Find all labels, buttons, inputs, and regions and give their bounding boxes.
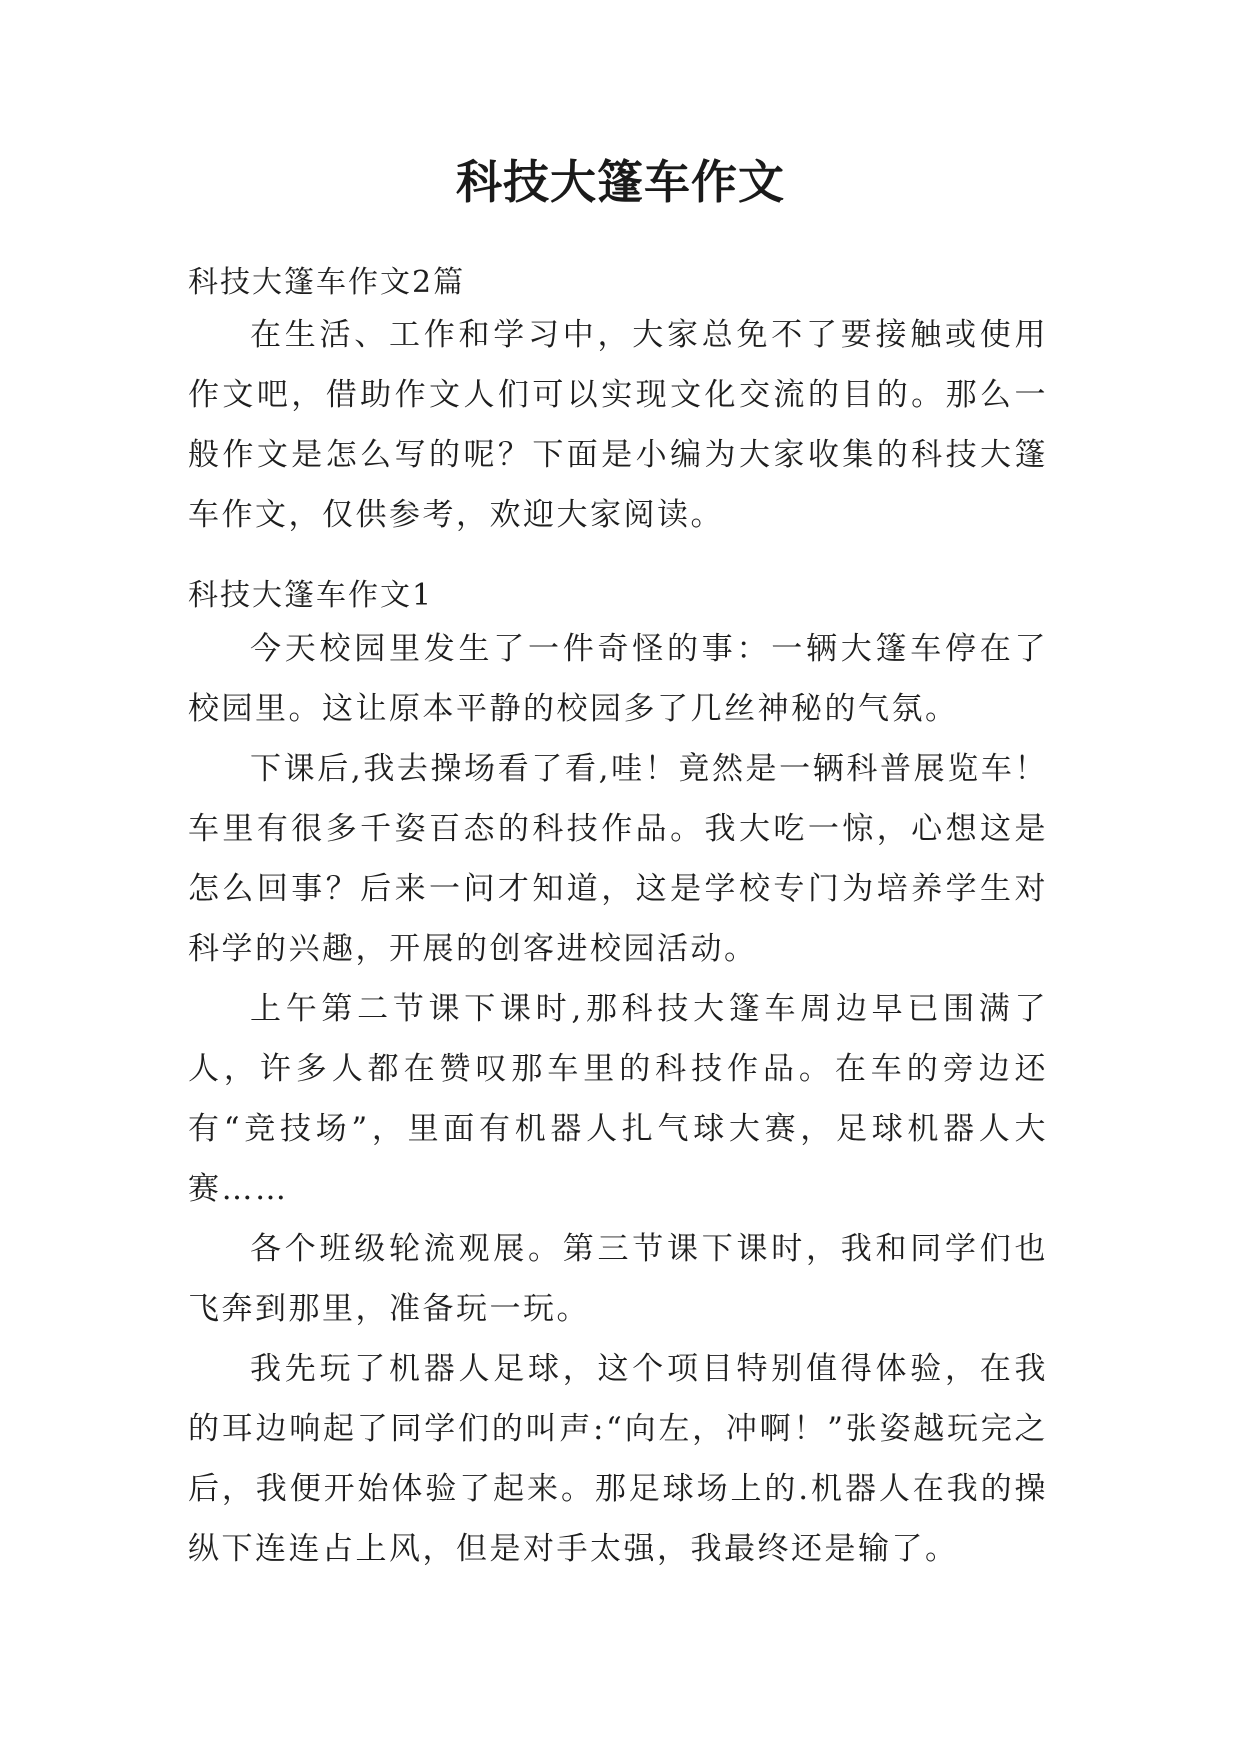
collection-heading: 科技大篷车作文2篇: [188, 265, 466, 300]
essay-1-heading: 科技大篷车作文1: [188, 578, 434, 613]
intro-section: [188, 305, 1048, 545]
essay-paragraph: 我先玩了机器人足球，这个项目特别值得体验，在我的耳边响起了同学们的叫声:“向左，冲啊！”张姿越玩完之后，我便开始体验了起来。那足球场上的.机器人在我的操纵下连连占上风，但是对手太强，我最终还是输了。: [188, 1351, 1048, 1567]
essay-paragraph: 下课后,我去操场看了看,哇！竟然是一辆科普展览车！车里有很多千姿百态的科技作品。我大吃一惊，心想这是怎么回事？后来一问才知道，这是学校专门为培养学生对科学的兴趣，开展的创客进校园活动。: [188, 751, 1048, 967]
essay-paragraph: 各个班级轮流观展。第三节课下课时，我和同学们也飞奔到那里，准备玩一玩。: [188, 1231, 1048, 1327]
essay-paragraph: 上午第二节课下课时,那科技大篷车周边早已围满了人，许多人都在赞叹那车里的科技作品。在车的旁边还有“竞技场”，里面有机器人扎气球大赛，足球机器人大赛……: [188, 991, 1048, 1207]
essay-1-body: [188, 619, 1048, 1579]
essay-paragraph: 今天校园里发生了一件奇怪的事：一辆大篷车停在了校园里。这让原本平静的校园多了几丝神秘的气氛。: [188, 631, 1048, 727]
document-title: 科技大篷车作文: [456, 155, 785, 209]
intro-paragraph: 在生活、工作和学习中，大家总免不了要接触或使用作文吧，借助作文人们可以实现文化交流的目的。那么一般作文是怎么写的呢？下面是小编为大家收集的科技大篷车作文，仅供参考，欢迎大家阅读。: [188, 317, 1048, 533]
